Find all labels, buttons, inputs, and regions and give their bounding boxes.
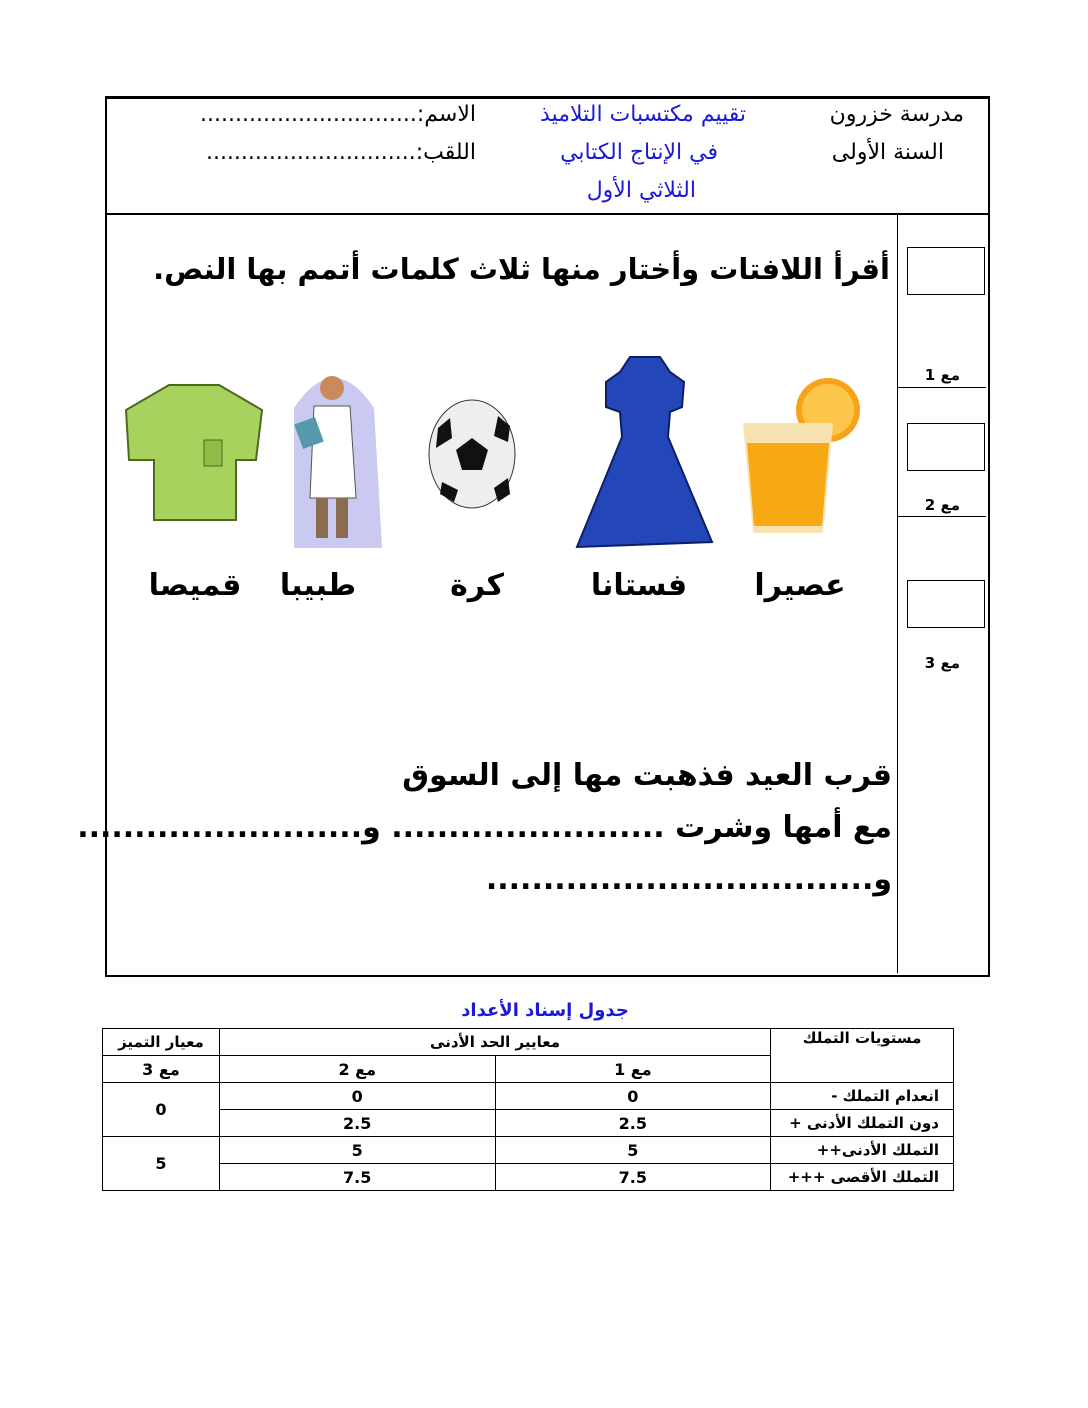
- word-juice: عصيرا: [754, 568, 846, 603]
- text-line-3[interactable]: و..................................: [485, 862, 892, 897]
- table-row: [103, 1110, 954, 1137]
- criterion-label-3: مع 3: [924, 654, 960, 672]
- table-row: [103, 1083, 954, 1110]
- c1-cell: 5: [495, 1137, 771, 1164]
- surname-field[interactable]: [206, 140, 476, 165]
- header-levels: مستويات التملك: [771, 1029, 954, 1083]
- c1-cell: 2.5: [495, 1110, 771, 1137]
- header-c1: مع 1: [495, 1056, 771, 1083]
- score-box-2[interactable]: [907, 423, 985, 471]
- juice-icon: [738, 368, 863, 538]
- doctor-icon: [284, 358, 384, 550]
- shirt-icon: [124, 380, 266, 525]
- score-box-3[interactable]: [907, 580, 985, 628]
- title-line-2: في الإنتاج الكتابي: [560, 140, 718, 165]
- criterion-label-1: مع 1: [924, 366, 960, 384]
- word-doctor: طبيبا: [279, 568, 357, 603]
- word-ball: كرة: [450, 568, 504, 603]
- criteria-divider: [898, 516, 986, 517]
- c2-cell: 7.5: [219, 1164, 495, 1191]
- score-box-1[interactable]: [907, 247, 985, 295]
- name-label: الاسم:: [416, 102, 476, 127]
- dress-icon: [572, 352, 717, 552]
- table-row: [103, 1137, 954, 1164]
- c2-cell: 0: [219, 1083, 495, 1110]
- title-line-3: الثلاثي الأول: [586, 178, 696, 203]
- name-dots: ...............................: [200, 102, 417, 127]
- c3-cell: 5: [103, 1137, 220, 1191]
- header-divider: [105, 213, 988, 215]
- level-cell: انعدام التملك -: [771, 1083, 954, 1110]
- table-row: [103, 1164, 954, 1191]
- header-minimum: معايير الحد الأدنى: [219, 1029, 770, 1056]
- c3-cell: 0: [103, 1083, 220, 1137]
- grading-table: [102, 1028, 954, 1191]
- title-line-1: تقييم مكتسبات التلاميذ: [540, 102, 746, 127]
- level-cell: التملك الأقصى +++: [771, 1164, 954, 1191]
- text-line-1: قرب العيد فذهبت مها إلى السوق: [402, 758, 892, 793]
- school-name: مدرسة خزرون: [829, 102, 964, 127]
- criteria-column-divider: [897, 214, 898, 973]
- c1-cell: 7.5: [495, 1164, 771, 1191]
- c2-cell: 2.5: [219, 1110, 495, 1137]
- surname-label: اللقب:: [415, 140, 476, 165]
- grade: السنة الأولى: [831, 140, 944, 165]
- c1-cell: 0: [495, 1083, 771, 1110]
- header-c2: مع 2: [219, 1056, 495, 1083]
- word-shirt: قميصا: [148, 568, 242, 603]
- name-field[interactable]: [200, 102, 476, 127]
- c2-cell: 5: [219, 1137, 495, 1164]
- level-cell: دون التملك الأدنى +: [771, 1110, 954, 1137]
- grading-table-title: جدول إسناد الأعداد: [461, 1000, 629, 1021]
- text-line-2[interactable]: مع أمها وشرت ........................ و.........................: [77, 810, 892, 845]
- instruction: أقرأ اللافتات وأختار منها ثلاث كلمات أتمم بها النص.: [153, 252, 890, 286]
- criteria-divider: [898, 387, 986, 388]
- word-dress: فستانا: [590, 568, 688, 603]
- criterion-label-2: مع 2: [924, 496, 960, 514]
- level-cell: التملك الأدنى++: [771, 1137, 954, 1164]
- surname-dots: ..............................: [205, 140, 416, 165]
- ball-icon: [428, 398, 518, 510]
- header-c3: مع 3: [103, 1056, 220, 1083]
- header-excellence: معيار التميز: [103, 1029, 220, 1056]
